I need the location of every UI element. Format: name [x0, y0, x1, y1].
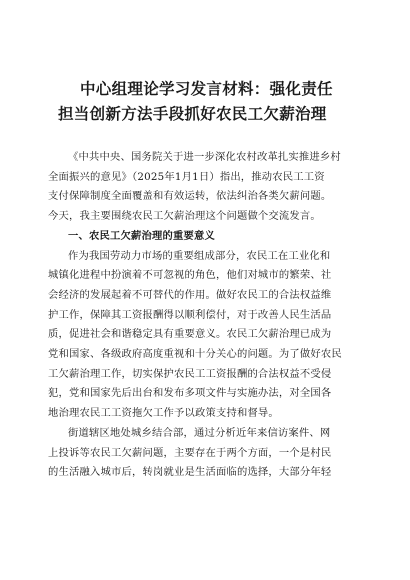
- paragraph-line: 全面振兴的意见》（2025年1月1日）指出，推动农民工工资: [48, 170, 325, 183]
- paragraph-line: 犯，党和国家先后出台和发布多项文件与实施办法，对全国各: [48, 387, 332, 400]
- title-line-2: 担当创新方法手段抓好农民工欠薪治理: [58, 104, 327, 123]
- paragraph-line: 上投诉等农民工欠薪问题，主要存在于两个方面，一个是村民: [48, 446, 332, 459]
- paragraph-line: 工欠薪治理工作，切实保护农民工工资报酬的合法权益不受侵: [48, 367, 332, 380]
- section-heading: 一、农民工欠薪治理的重要意义: [68, 229, 215, 242]
- paragraph-line: 会经济的发展起着不可替代的作用。做好农民工的合法权益维: [48, 288, 332, 301]
- paragraph-line: 《中共中央、国务院关于进一步深化农村改革扎实推进乡村: [68, 151, 341, 163]
- paragraph-line: 街道辖区地处城乡结合部，通过分析近年来信访案件、网: [68, 426, 331, 439]
- intro-paragraph: [48, 148, 368, 227]
- paragraph-line: 地治理农民工工资拖欠工作予以政策支持和督导。: [48, 407, 279, 420]
- title-line-1: 中心组理论学习发言材料：强化责任: [80, 79, 333, 98]
- paragraph-line: 护工作，保障其工资报酬得以顺利偿付，对于改善人民生活品: [48, 308, 332, 321]
- paragraph-line: 支付保障制度全面覆盖和有效运转，依法纠治各类欠薪问题。: [48, 190, 332, 203]
- paragraph-line: 今天，我主要围绕农民工欠薪治理这个问题做个交流发言。: [48, 210, 321, 223]
- document-title: [58, 76, 358, 126]
- paragraph-line: 作为我国劳动力市场的重要组成部分，农民工在工业化和: [68, 249, 331, 262]
- paragraph-line: 城镇化进程中扮演着不可忽视的角色，他们对城市的繁荣、社: [48, 269, 332, 282]
- paragraph-line: 党和国家、各级政府高度重视和十分关心的问题。为了做好农民: [48, 348, 342, 361]
- paragraph-line: 的生活融入城市后，转岗就业是生活面临的选择，大部分年轻: [48, 466, 332, 479]
- document-body: [48, 148, 368, 483]
- paragraph-line: 质，促进社会和谐稳定具有重要意义。农民工欠薪治理已成为: [48, 328, 332, 341]
- body-paragraph: [48, 424, 368, 483]
- body-paragraph: [48, 247, 368, 424]
